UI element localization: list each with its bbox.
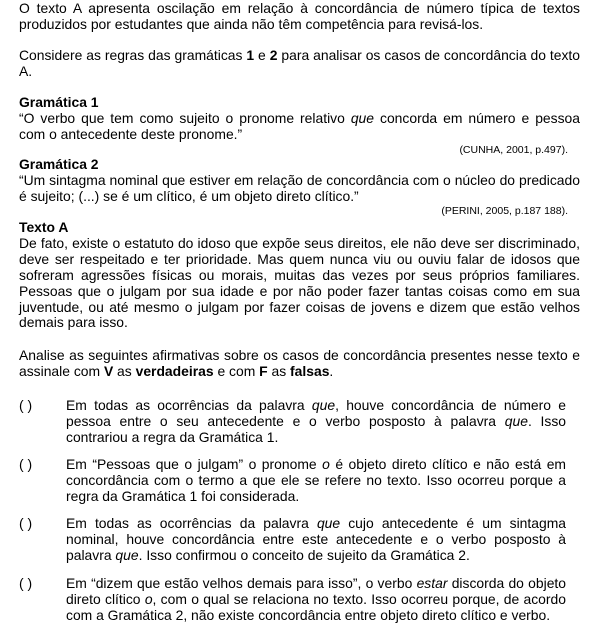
instruction-grammars xyxy=(19,48,580,80)
text-a-section xyxy=(19,220,580,331)
relative-pronoun-que: que xyxy=(350,109,375,126)
grammar-2-heading: Gramática 2 xyxy=(19,156,99,172)
grammar-2-quote: “Um sintagma nominal que estiver em relação de concordância com o núcleo do predicado é sujeito; (...) se é um clítico, é um objeto direto clítico.” xyxy=(19,171,580,204)
option-1-text: Em todas as ocorrências da palavra que, houve concordância de número e pessoa entre o seu antecedente e o verbo posposto à palavra que. Isso contrariou a regra da Gramática 1. xyxy=(66,397,567,445)
label-f: F xyxy=(259,362,268,379)
intro-text: O texto A apresenta oscilação em relação à concordância de número típica de textos produzidos por estudantes que ainda não têm competência para revisá-los. xyxy=(19,0,580,32)
option-4-text: Em “dizem que estão velhos demais para isso”, o verbo estar discorda do objeto direto clítico o, com o qual se relaciona no texto. Isso ocorreu porque, de acordo com a Gramática 2, não existe concordância entre objeto direto clítico e verbo. xyxy=(66,575,567,623)
answer-box-2[interactable]: ( ) xyxy=(19,456,33,472)
grammars-text-and: e xyxy=(254,47,270,63)
intro-paragraph xyxy=(19,1,580,33)
answer-box-4[interactable]: ( ) xyxy=(19,575,33,591)
grammar-number-1: 1 xyxy=(246,47,255,63)
grammars-text-pre: Considere as regras das gramáticas xyxy=(19,47,247,63)
option-3-text: Em todas as ocorrências da palavra que cujo antecedente é um sintagma nominal, houve concordância entre este antecedente e o verbo posposto à palavra que. Isso confirmou o conceito de sujeito da Gramática 2. xyxy=(66,515,566,563)
label-verdadeiras: verdadeiras xyxy=(135,362,214,379)
answer-box-3[interactable]: ( ) xyxy=(19,515,33,531)
grammar-number-2: 2 xyxy=(269,47,278,63)
option-2-text: Em “Pessoas que o julgam” o pronome o é objeto direto clítico e não está em concordância com o termo a que ele se refere no texto. Isso ocorreu porque a regra da Gramática 1 foi considerada. xyxy=(66,456,567,504)
grammar-1-quote: “O verbo que tem como sujeito o pronome relativo que concorda em número e pessoa com o antecedente deste pronome.” xyxy=(19,109,580,142)
label-v: V xyxy=(103,362,114,379)
grammar-2-citation: (PERINI, 2005, p.187 188). xyxy=(441,205,568,217)
answer-box-1[interactable]: ( ) xyxy=(19,397,33,413)
text-a-body: De fato, existe o estatuto do idoso que expõe seus direitos, ele não deve ser discriminado, deve ser respeitado e ter prioridade. Mas quem nunca viu ou ouviu falar de idosos que sofreram agressões físicas ou morais, muitas das vezes por seus próprios familiares. Pessoas que o julgam por sua idade e por não poder fazer tantas coisas como em sua juventude, ou até mesmo o julgam por fazer coisas de jovens e dizem que estão velhos demais para isso. xyxy=(19,234,580,331)
grammar-1-heading: Gramática 1 xyxy=(19,94,99,110)
grammar-1-citation: (CUNHA, 2001, p.497). xyxy=(459,144,568,156)
label-falsas: falsas xyxy=(290,362,330,379)
grammar-2-section xyxy=(19,157,580,205)
text-a-heading: Texto A xyxy=(19,219,69,235)
grammar-1-section xyxy=(19,95,580,143)
grammars-text-post: para analisar os casos de concordância do texto A. xyxy=(19,47,580,79)
instruction-paragraph: Analise as seguintes afirmativas sobre os casos de concordância presentes nesse texto e assinale com V as verdadeiras e com F as falsas. xyxy=(19,347,580,379)
